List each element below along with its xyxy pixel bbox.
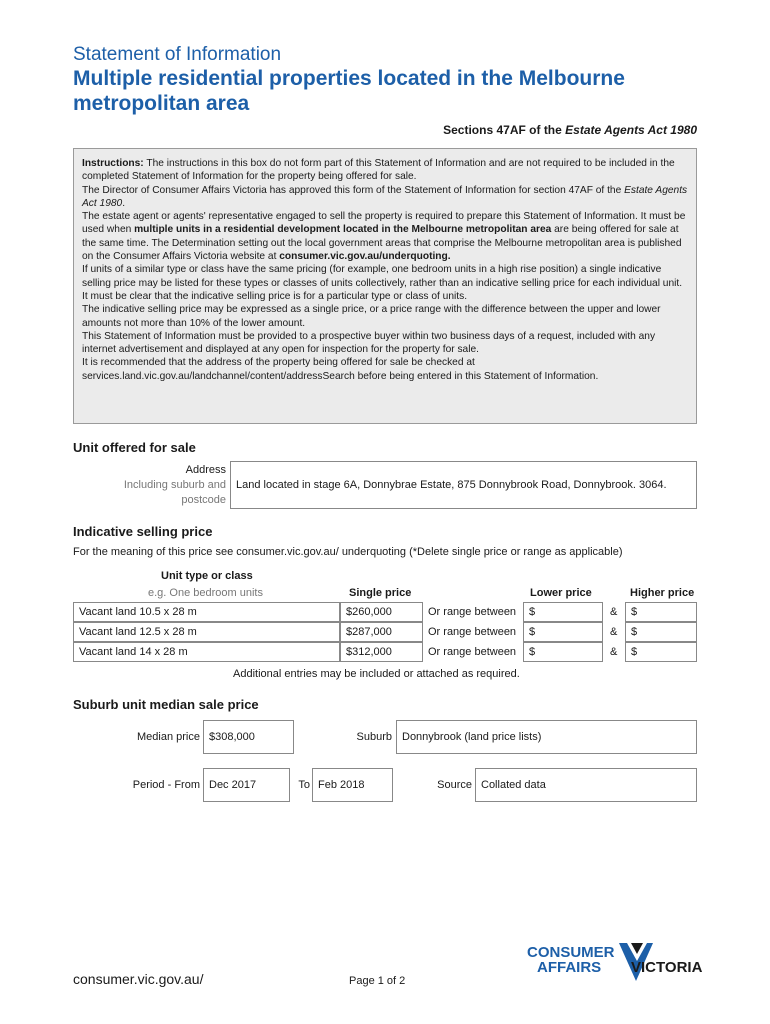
lower-price-field[interactable]: $: [523, 602, 603, 622]
lower-price-field[interactable]: $: [523, 642, 603, 662]
unit-type-field[interactable]: Vacant land 10.5 x 28 m: [73, 602, 340, 622]
source-field[interactable]: Collated data: [475, 768, 697, 802]
period-from-field[interactable]: Dec 2017: [203, 768, 290, 802]
col-unit-type-hint: e.g. One bedroom units: [148, 587, 263, 599]
single-price-field[interactable]: $287,000: [340, 622, 423, 642]
unit-type-field[interactable]: Vacant land 14 x 28 m: [73, 642, 340, 662]
instructions-p2-end: .: [122, 197, 126, 209]
range-label: Or range between: [428, 646, 517, 658]
col-single-price: Single price: [349, 587, 412, 599]
single-price-field[interactable]: $312,000: [340, 642, 423, 662]
price-row: [73, 602, 697, 622]
ampersand: &: [610, 646, 618, 658]
price-row: [73, 622, 697, 642]
col-higher-price: Higher price: [630, 587, 695, 599]
consumer-affairs-victoria-logo: [527, 935, 707, 995]
instructions-label: Instructions:: [82, 158, 144, 169]
logo-text-consumer: CONSUMER: [527, 944, 615, 961]
footer-link[interactable]: consumer.vic.gov.au/: [73, 971, 204, 987]
higher-price-field[interactable]: $: [625, 602, 697, 622]
indicative-note: For the meaning of this price see consumer.vic.gov.au/ underquoting (*Delete single price or range as applicable): [73, 546, 623, 558]
page-title: Multiple residential properties located in the Melbourne metropolitan area: [73, 67, 625, 115]
higher-price-field[interactable]: $: [625, 622, 697, 642]
instructions-p3-a: The estate agent or agents' representative engaged to sell the property is required to prepare this Statement of Information. It must be used when: [82, 211, 686, 236]
address-label-line3: postcode: [181, 494, 226, 506]
median-heading: Suburb unit median sale price: [73, 697, 259, 712]
form-subtitle: Statement of Information: [73, 44, 282, 65]
period-to-field[interactable]: Feb 2018: [312, 768, 393, 802]
address-label: [100, 461, 230, 509]
logo-graphic: [527, 935, 707, 995]
period-from-label: Period - From: [132, 779, 200, 791]
unit-type-field[interactable]: Vacant land 12.5 x 28 m: [73, 622, 340, 642]
median-price-field[interactable]: $308,000: [203, 720, 294, 754]
additional-entries-note: Additional entries may be included or attached as required.: [233, 668, 520, 680]
instructions-p4: If units of a similar type or class have the same pricing (for example, one bedroom units in a high rise position) a single indicative selling price may be listed for these types or classes of units collectively, rather than an indicative selling price for each individual unit. It must be clear that the indicative selling price is for a particular type or class of units.: [82, 264, 683, 302]
address-label-line1: Address: [185, 464, 226, 476]
unit-offered-heading: Unit offered for sale: [73, 440, 196, 455]
instructions-p5: The indicative selling price may be expressed as a single price, or a price range with the difference between the upper and lower amounts not more than 10% of the lower amount.: [82, 304, 661, 329]
period-to-label: To: [298, 779, 310, 791]
instructions-p3-b: multiple units in a residential development located in the Melbourne metropolitan area: [134, 224, 552, 236]
instructions-p1: [82, 157, 688, 184]
suburb-label: Suburb: [356, 731, 392, 743]
price-row: [73, 642, 697, 662]
source-label: Source: [437, 779, 472, 791]
lower-price-field[interactable]: $: [523, 622, 603, 642]
page-number: Page 1 of 2: [349, 975, 406, 987]
ampersand: &: [610, 606, 618, 618]
instructions-p7: It is recommended that the address of the property being offered for sale be checked at services.land.vic.gov.au/landchannel/content/addressSearch before being entered in this Statement of Information.: [82, 357, 599, 382]
address-field[interactable]: Land located in stage 6A, Donnybrae Estate, 875 Donnybrook Road, Donnybrook. 3064.: [230, 461, 697, 509]
suburb-field[interactable]: Donnybrook (land price lists): [396, 720, 697, 754]
col-unit-type: Unit type or class: [161, 570, 253, 582]
instructions-p2: [82, 184, 688, 211]
instructions-p3-c: are being offered for sale at the same time. The Determination setting out the local government areas that comprise the Melbourne metropolitan area is published on the Consumer Affairs Victoria website at: [82, 224, 682, 263]
sections-reference: [443, 123, 697, 137]
col-lower-price: Lower price: [530, 587, 592, 599]
median-price-label: Median price: [137, 731, 200, 743]
indicative-price-heading: Indicative selling price: [73, 524, 213, 539]
instructions-p2-act: Estate Agents Act 1980: [82, 184, 688, 209]
single-price-field[interactable]: $260,000: [340, 602, 423, 622]
instructions-p6: This Statement of Information must be provided to a prospective buyer within two business days of a request, included with any internet advertisement and displayed at any open for inspection for the property for sale.: [82, 330, 656, 356]
logo-text-affairs: AFFAIRS: [537, 959, 602, 976]
address-label-line2: Including suburb and: [123, 479, 226, 491]
ampersand: &: [610, 626, 618, 638]
sections-act: Estate Agents Act 1980: [565, 123, 697, 137]
instructions-p1-text: The instructions in this box do not form part of this Statement of Information and are not required to be included in the completed Statement of Information for the property being offered for sale.: [82, 158, 675, 183]
sections-prefix: Sections 47AF of the: [443, 123, 566, 137]
range-label: Or range between: [428, 626, 517, 638]
instructions-p3: [82, 210, 688, 263]
higher-price-field[interactable]: $: [625, 642, 697, 662]
instructions-box: [73, 148, 697, 424]
instructions-p2-text: The Director of Consumer Affairs Victoria has approved this form of the Statement of Information for section 47AF of the: [82, 184, 625, 196]
underquoting-link[interactable]: consumer.vic.gov.au/underquoting.: [279, 251, 451, 263]
logo-text-victoria: VICTORIA: [631, 959, 703, 976]
range-label: Or range between: [428, 606, 517, 618]
